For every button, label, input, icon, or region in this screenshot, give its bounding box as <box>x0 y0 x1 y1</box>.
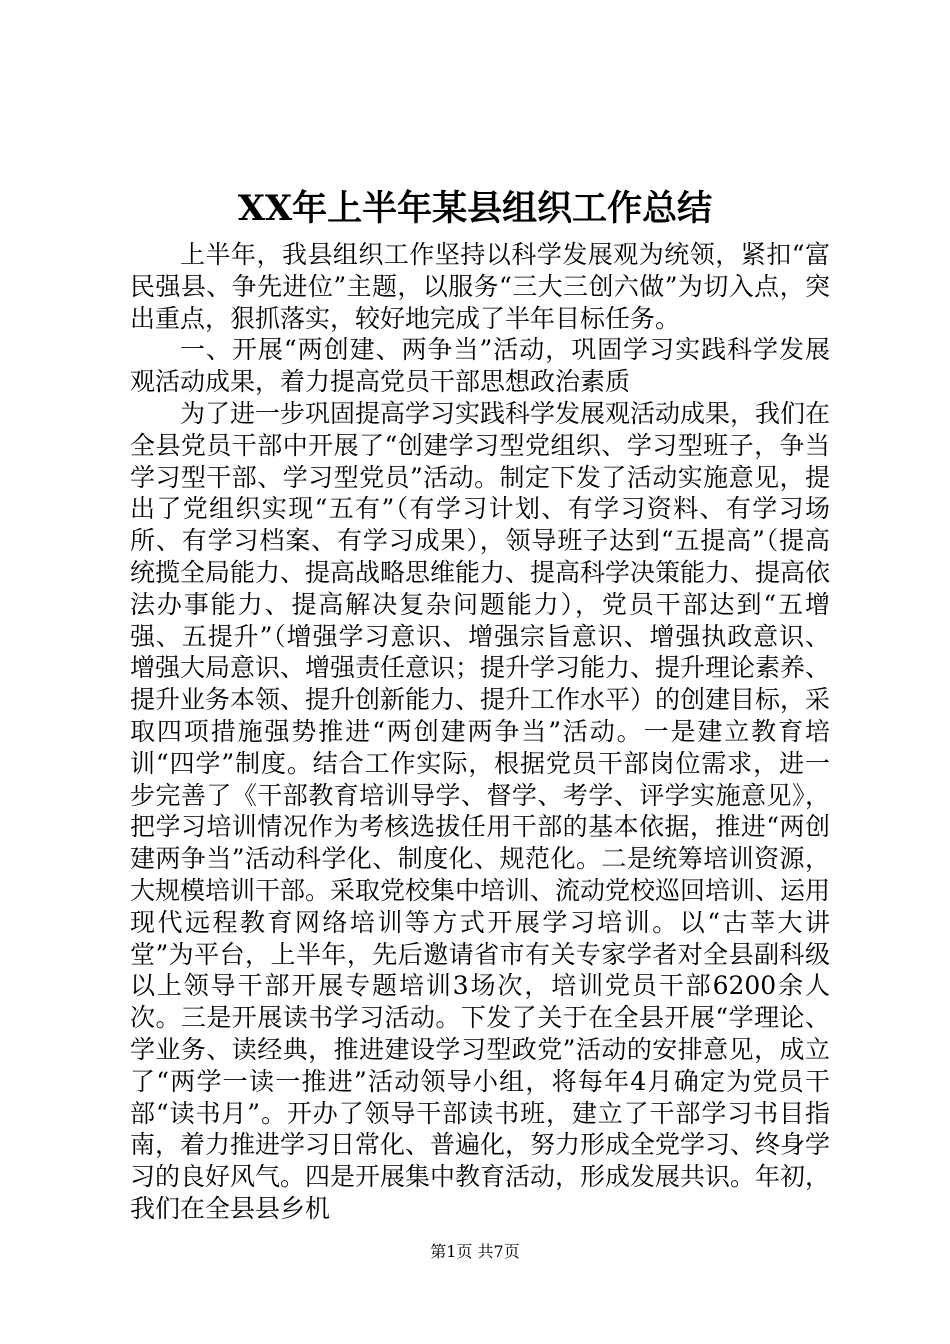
paragraph-intro: 上半年，我县组织工作坚持以科学发展观为统领，紧扣“富民强县、争先进位”主题，以服务“三大三创六做”为切入点，突出重点，狠抓落实，较好地完成了半年目标任务。 <box>130 240 830 333</box>
page-footer: 第1页 共7页 <box>430 1242 520 1261</box>
paragraph-section-heading-1: 一、开展“两创建、两争当”活动，巩固学习实践科学发展观活动成果，着力提高党员干部思想政治素质 <box>130 335 830 397</box>
document-body <box>130 239 830 1225</box>
document-title: XX年上半年某县组织工作总结 <box>237 188 713 229</box>
paragraph-section-body-1: 为了进一步巩固提高学习实践科学发展观活动成果，我们在全县党员干部中开展了“创建学习型党组织、学习型班子，争当学习型干部、学习型党员”活动。制定下发了活动实施意见，提出了党组织实现“五有”（有学习计划、有学习资料、有学习场所、有学习档案、有学习成果），领导班子达到“五提高”（提高统揽全局能力、提高战略思维能力、提高科学决策能力、提高依法办事能力、提高解决复杂问题能力），党员干部达到“五增强、五提升”（增强学习意识、增强宗旨意识、增强执政意识、增强大局意识、增强责任意识；提升学习能力、提升理论素养、提升业务本领、提升创新能力、提升工作水平）的创建目标，采取四项措施强势推进“两创建两争当”活动。一是建立教育培训“四学”制度。结合工作实际，根据党员干部岗位需求，进一步完善了《干部教育培训导学、督学、考学、评学实施意见》，把学习培训情况作为考核选拔任用干部的基本依据，推进“两创建两争当”活动科学化、制度化、规范化。二是统筹培训资源，大规模培训干部。采取党校集中培训、流动党校巡回培训、运用现代远程教育网络培训等方式开展学习培训。以“古莘大讲堂”为平台，上半年，先后邀请省市有关专家学者对全县副科级以上领导干部开展专题培训3场次，培训党员干部6200余人次。三是开展读书学习活动。下发了关于在全县开展“学理论、学业务、读经典，推进建设学习型政党”活动的安排意见，成立了“两学一读一推进”活动领导小组，将每年4月确定为党员干部“读书月”。开办了领导干部读书班，建立了干部学习书目指南，着力推进学习日常化、普遍化，努力形成全党学习、终身学习的良好风气。四是开展集中教育活动，形成发展共识。年初，我们在全县县乡机 <box>130 398 831 1223</box>
